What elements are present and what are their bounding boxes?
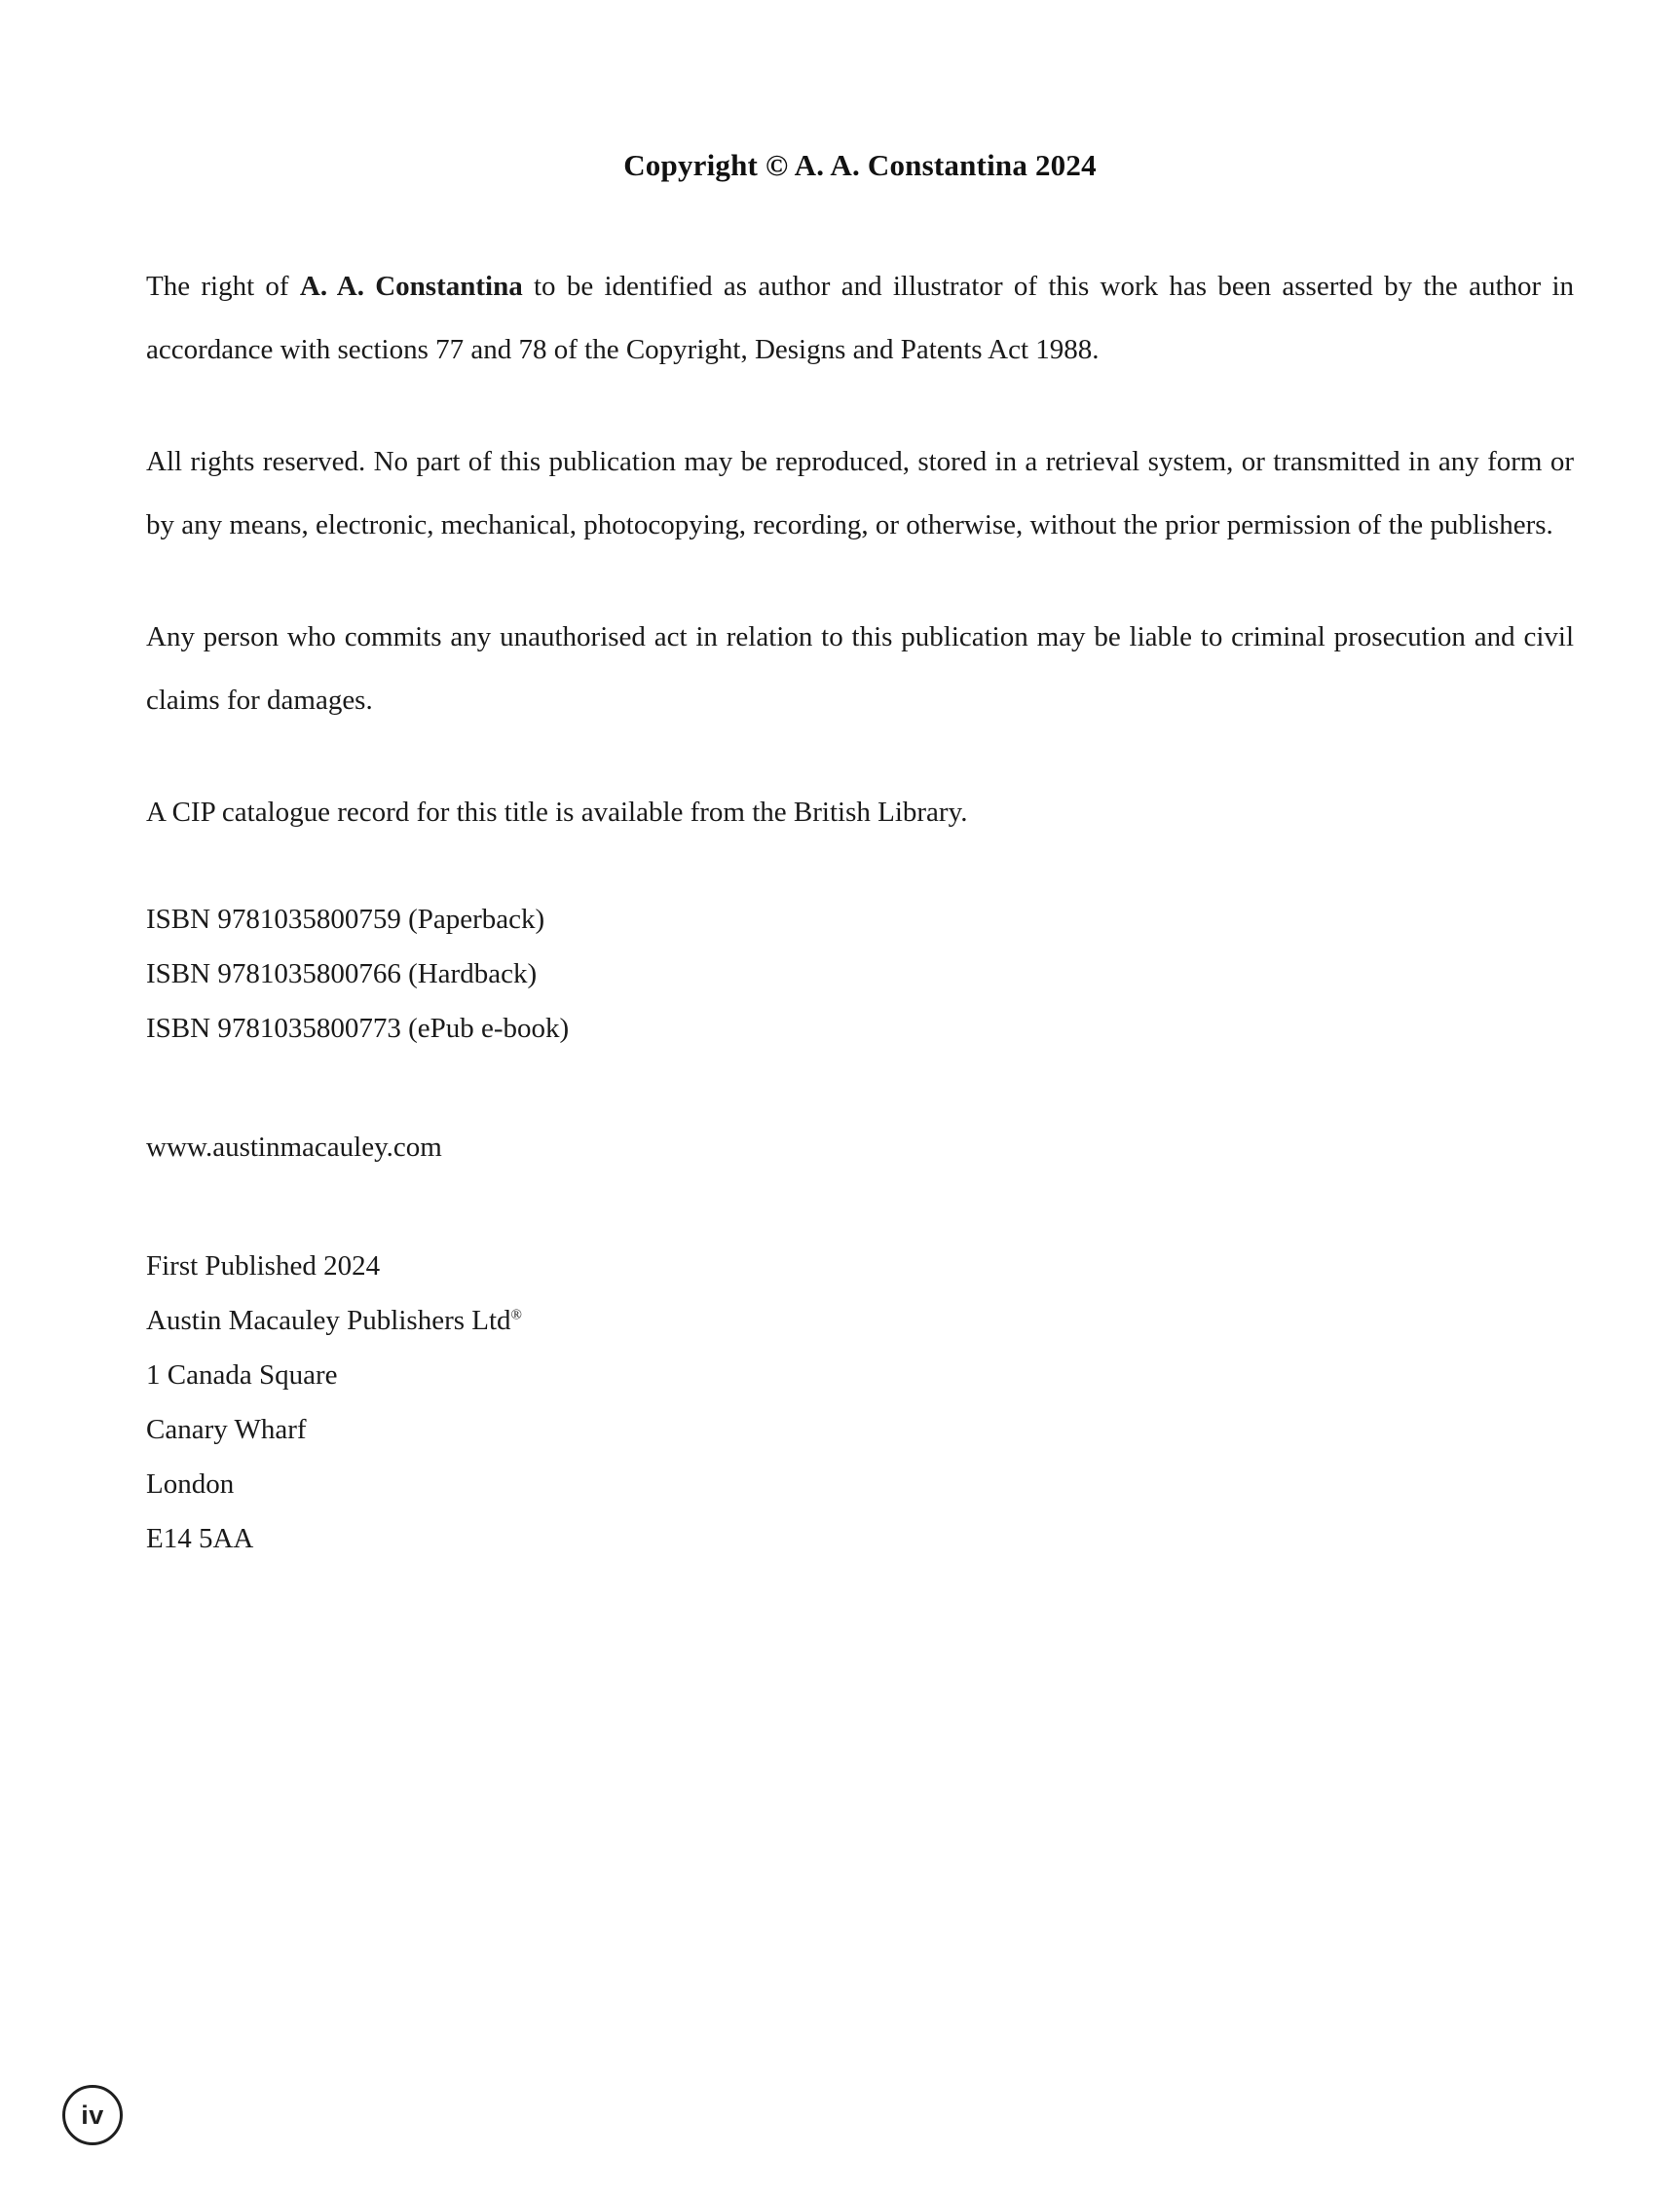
isbn-line-hardback: ISBN 9781035800766 (Hardback) xyxy=(146,958,538,989)
address-line-district: Canary Wharf xyxy=(146,1414,307,1445)
registered-trademark-icon: ® xyxy=(510,1307,523,1323)
author-name: A. A. Constantina xyxy=(299,271,523,302)
paragraph-unauthorised-act-warning: Any person who commits any unauthorised act in relation to this publication may be liable to criminal prosecution and civil claims for damages. xyxy=(146,621,1574,716)
paragraph-all-rights-reserved: All rights reserved. No part of this publication may be reproduced, stored in a retrieval system, or transmitted in any form or by any means, electronic, mechanical, photocopying, recording, or otherwise, without the prior permission of the publishers. xyxy=(146,446,1574,540)
publisher-name: Austin Macauley Publishers Ltd xyxy=(146,1305,511,1336)
isbn-list xyxy=(146,844,1574,1056)
publisher-website xyxy=(146,1056,1574,1174)
page-number-label: iv xyxy=(81,2100,104,2130)
assertion-rest-text: to be identified as author and illustrator of this work has been asserted by the author in accordance with sections 77 and 78 of the Copyright, Designs and Patents Act 1988. xyxy=(146,271,1574,365)
address-line-street: 1 Canada Square xyxy=(146,1359,338,1391)
page-title: Copyright © A. A. Constantina 2024 xyxy=(623,148,1097,182)
address-line-city: London xyxy=(146,1468,235,1500)
address-line-postcode: E14 5AA xyxy=(146,1523,254,1554)
paragraph-assertion-of-rights xyxy=(146,183,1574,382)
first-published-line: First Published 2024 xyxy=(146,1250,381,1282)
paragraph-cip-record: A CIP catalogue record for this title is available from the British Library. xyxy=(146,797,968,828)
publisher-name-line xyxy=(146,1293,1574,1348)
isbn-line-epub: ISBN 9781035800773 (ePub e-book) xyxy=(146,1013,570,1044)
assertion-lead-text: The right of xyxy=(146,271,300,302)
page-content xyxy=(146,0,1574,1566)
publisher-imprint-block xyxy=(146,1174,1574,1566)
website-url[interactable]: www.austinmacauley.com xyxy=(146,1132,442,1163)
page-number-badge xyxy=(62,2085,123,2145)
isbn-line-paperback: ISBN 9781035800759 (Paperback) xyxy=(146,904,545,935)
